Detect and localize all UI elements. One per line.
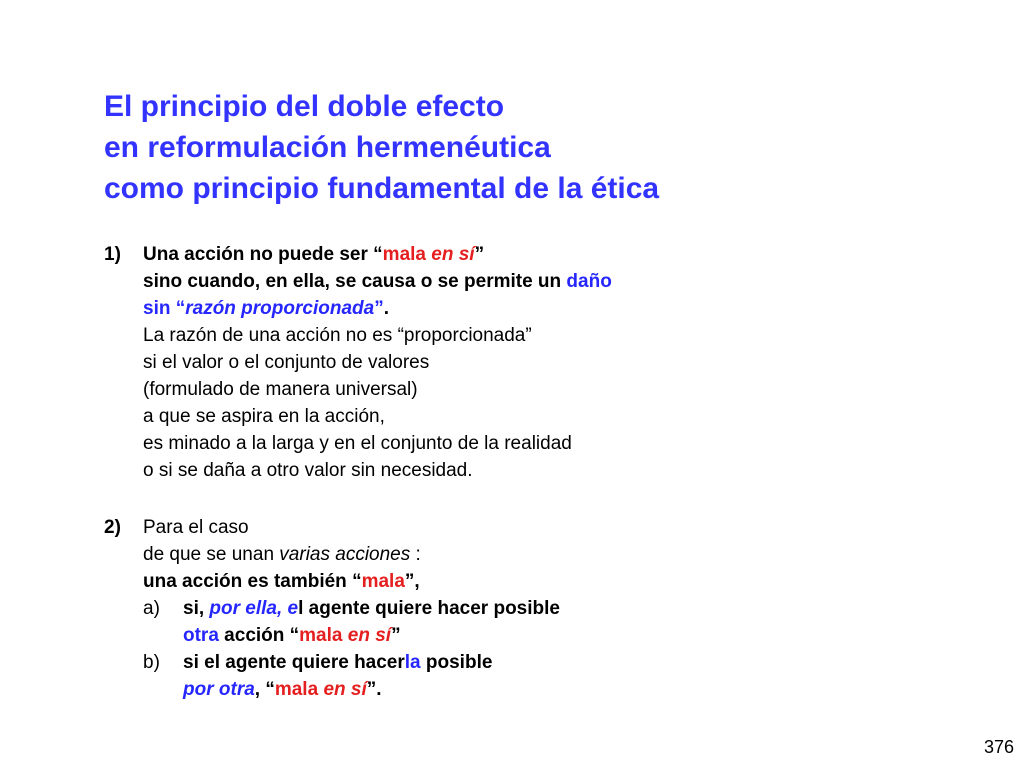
text-fragment: , “	[254, 679, 275, 700]
section-2-line-3	[143, 568, 420, 595]
text-fragment: Una acción no puede ser “	[143, 244, 383, 265]
highlight-razon-proporcionada: razón proporcionada	[185, 298, 375, 319]
highlight-dano: daño	[566, 271, 612, 292]
highlight-mala: mala	[299, 625, 348, 646]
section-1-line-8: es minado a la larga y en el conjunto de la realidad	[143, 433, 572, 454]
text-fragment: sin “	[143, 298, 186, 319]
section-1-line-4: La razón de una acción no es “proporcionada”	[143, 325, 532, 346]
text-fragment: una acción es también “	[143, 571, 362, 592]
text-fragment: ”,	[404, 571, 420, 592]
text-fragment: sino cuando, en ella, se causa o se permite un	[143, 271, 567, 292]
title-line-3: como principio fundamental de la ética	[104, 172, 660, 205]
section-1-line-9: o si se daña a otro valor sin necesidad.	[143, 460, 473, 481]
section-1-number: 1)	[104, 244, 121, 265]
highlight-en-si: en sí	[431, 244, 475, 265]
highlight-en-si: en sí	[323, 679, 367, 700]
text-fragment: acción “	[218, 625, 300, 646]
highlight-por-otra: por otra	[183, 679, 255, 700]
highlight-mala: mala	[274, 679, 324, 700]
item-b-line-2	[183, 676, 382, 703]
section-1-line-5: si el valor o el conjunto de valores	[143, 352, 430, 373]
highlight-otra: otra	[183, 625, 219, 646]
section-2-line-1: Para el caso	[143, 517, 249, 538]
text-fragment: ”.	[366, 679, 382, 700]
highlight-varias-acciones: varias acciones	[279, 544, 411, 565]
text-fragment: ”	[474, 244, 485, 265]
title-line-2: en reformulación hermenéutica	[104, 131, 551, 164]
highlight-en-si: en sí	[347, 625, 392, 646]
highlight-mala: mala	[382, 244, 432, 265]
section-1-line-7: a que se aspira en la acción,	[143, 406, 385, 427]
section-1-line-1	[143, 241, 484, 268]
text-fragment: ”	[391, 625, 401, 646]
item-b-label: b)	[143, 652, 160, 673]
title-line-1: El principio del doble efecto	[104, 90, 505, 123]
slide-title	[104, 86, 659, 209]
text-fragment: , e	[276, 598, 299, 619]
highlight-mala: mala	[361, 571, 405, 592]
item-b-line-1	[183, 649, 492, 676]
item-a-line-2	[183, 622, 401, 649]
text-fragment: si,	[183, 598, 210, 619]
text-fragment: .	[383, 298, 389, 319]
item-a-label: a)	[143, 598, 160, 619]
section-2-number: 2)	[104, 517, 121, 538]
section-1-line-3	[143, 295, 389, 322]
text-fragment: :	[410, 544, 421, 565]
page-number: 376	[983, 737, 1014, 757]
text-fragment: de que se unan	[143, 544, 280, 565]
highlight-por-ella: por ella	[209, 598, 277, 619]
text-fragment: posible	[420, 652, 493, 673]
section-2-line-2	[143, 541, 421, 568]
text-fragment: l agente quiere hacer posible	[298, 598, 560, 619]
text-fragment: si el agente quiere hacer	[183, 652, 405, 673]
highlight-la: la	[404, 652, 421, 673]
text-fragment: ”	[374, 298, 384, 319]
section-1-line-6: (formulado de manera universal)	[143, 379, 418, 400]
item-a-line-1	[183, 595, 560, 622]
section-1-line-2	[143, 268, 612, 295]
